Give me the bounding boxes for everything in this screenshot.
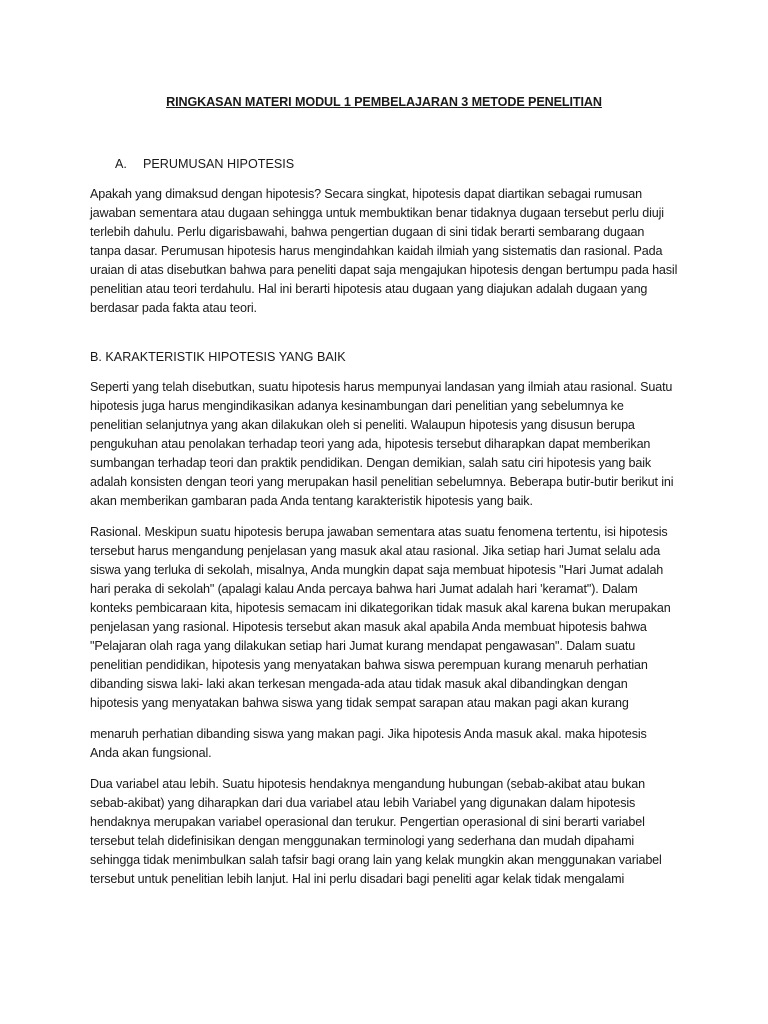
section-a-number: A.	[115, 157, 127, 171]
section-b-paragraph-2: Rasional. Meskipun suatu hipotesis berupa jawaban sementara atas suatu fenomena tertentu, isi hipotesis tersebut harus mengandung penjelasan yang masuk akal atau rasional. Jika setiap hari Jumat selalu ada siswa yang terluka di sekolah, misalnya, Anda mungkin dapat saja membuat hipotesis "Hari Jumat adalah hari peraka di sekolah" (apalagi kalau Anda percaya bahwa hari Jumat adalah hari 'keramat"). Dalam konteks pembicaraan kita, hipotesis semacam ini dikategorikan tidak masuk akal karena bukan merupakan penjelasan yang rasional. Hipotesis tersebut akan masuk akal apabila Anda membuat hipotesis bahwa "Pelajaran olah raga yang dilakukan setiap hari Jumat kurang mendapat pengawasan". Dalam suatu penelitian pendidikan, hipotesis yang menyatakan bahwa siswa perempuan kurang menaruh perhatian dibanding siswa laki- laki akan terkesan mengada-ada atau tidak masuk akal dibandingkan dengan hipotesis yang menyatakan bahwa siswa yang tidak sempat sarapan atau makan pagi akan kurang	[90, 525, 671, 710]
section-b-heading: B. KARAKTERISTIK HIPOTESIS YANG BAIK	[90, 350, 346, 364]
section-a-title: PERUMUSAN HIPOTESIS	[143, 157, 295, 171]
document-title: RINGKASAN MATERI MODUL 1 PEMBELAJARAN 3 METODE PENELITIAN	[166, 95, 602, 109]
section-a-paragraph: Apakah yang dimaksud dengan hipotesis? Secara singkat, hipotesis dapat diartikan sebagai rumusan jawaban sementara atau dugaan sehingga untuk membuktikan benar tidaknya dugaan tersebut perlu diuji terlebih dahulu. Perlu digarisbawahi, bahwa pengertian dugaan di sini tidak berarti sembarang dugaan tanpa dasar. Perumusan hipotesis harus mengindahkan kaidah ilmiah yang sistematis dan rasional. Pada uraian di atas disebutkan bahwa para peneliti dapat saja mengajukan hipotesis dengan bertumpu pada hasil penelitian atau teori terdahulu. Hal ini berarti hipotesis atau dugaan yang diajukan adalah dugaan yang berdasar pada fakta atau teori.	[90, 187, 678, 315]
section-a-heading	[90, 155, 678, 173]
section-b-paragraph-1: Seperti yang telah disebutkan, suatu hipotesis harus mempunyai landasan yang ilmiah atau rasional. Suatu hipotesis juga harus mengindikasikan adanya kesinambungan dari penelitian yang sebelumnya ke penelitian selanjutnya yang akan dilakukan oleh si peneliti. Walaupun hipotesis yang disusun berupa pengukuhan atau penolakan terhadap teori yang ada, hipotesis tersebut diharapkan dapat memberikan sumbangan terhadap teori dan praktik pendidikan. Dengan demikian, salah satu ciri hipotesis yang baik adalah konsisten dengan teori yang merupakan hasil penelitian sebelumnya. Beberapa butir-butir berikut ini akan memberikan gambaran pada Anda tentang karakteristik hipotesis yang baik.	[90, 380, 674, 508]
section-b-paragraph-4: Dua variabel atau lebih. Suatu hipotesis hendaknya mengandung hubungan (sebab-akibat atau bukan sebab-akibat) yang diharapkan dari dua variabel atau lebih Variabel yang digunakan dalam hipotesis hendaknya merupakan variabel operasional dan terukur. Pengertian operasional di sini berarti variabel tersebut telah didefinisikan dengan menggunakan terminologi yang sederhana dan mudah dipahami sehingga tidak menimbulkan salah tafsir bagi orang lain yang kelak mungkin akan menggunakan variabel tersebut untuk penelitian lebih lanjut. Hal ini perlu disadari bagi peneliti agar kelak tidak mengalami	[90, 777, 662, 886]
section-b-paragraph-3: menaruh perhatian dibanding siswa yang makan pagi. Jika hipotesis Anda masuk akal. maka hipotesis Anda akan fungsional.	[90, 727, 647, 760]
